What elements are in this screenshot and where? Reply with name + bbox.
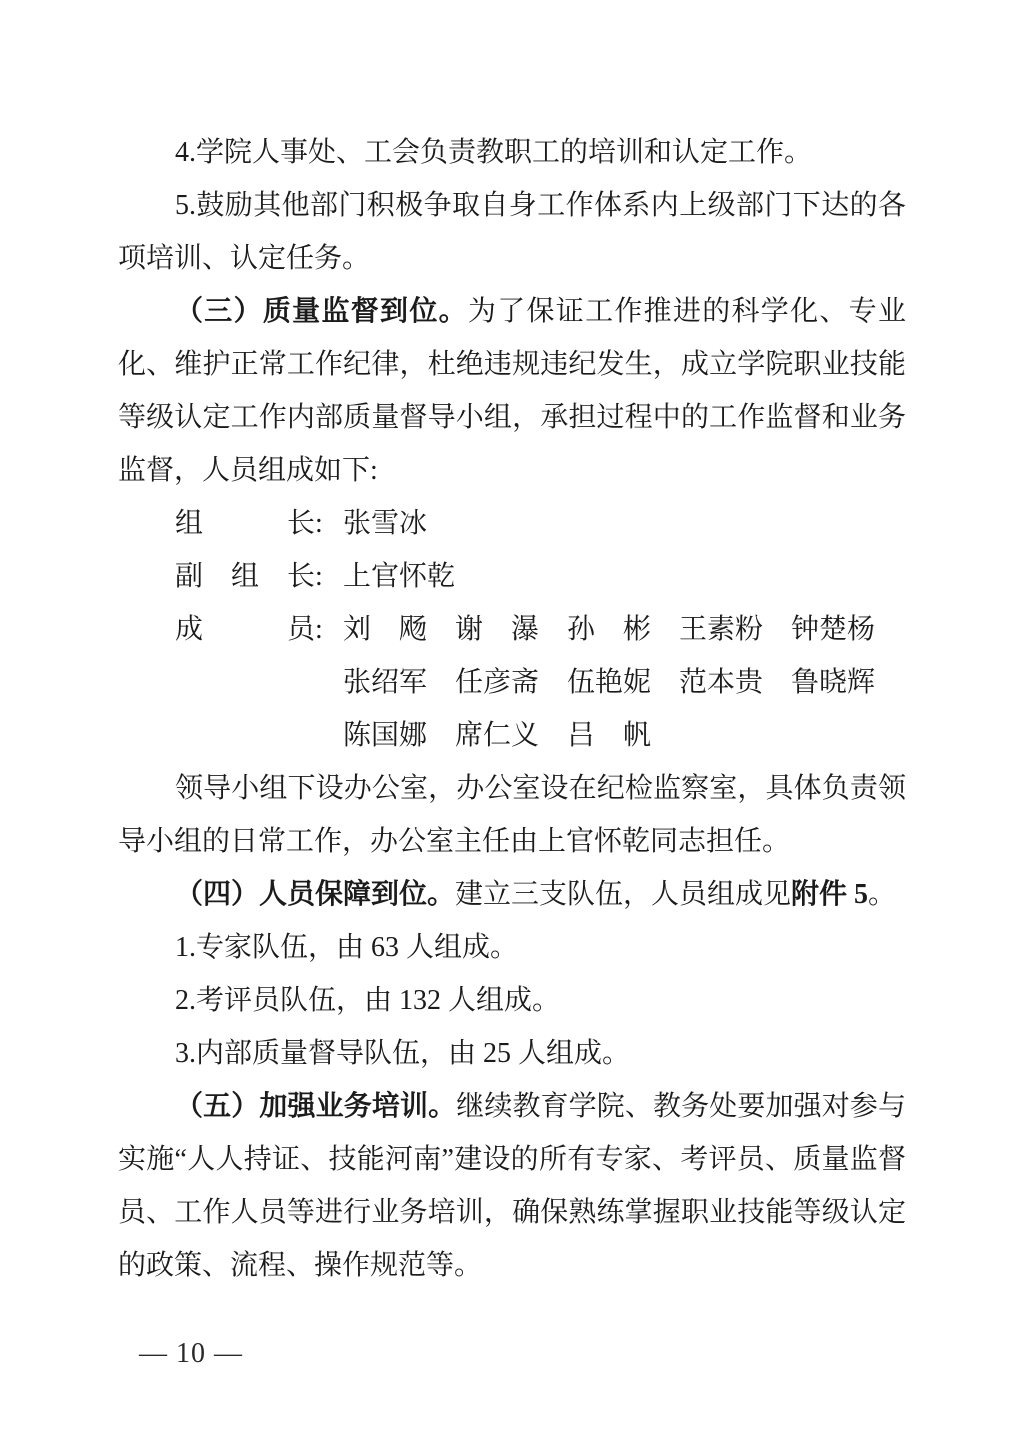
roster-members-line-3: 陈国娜 席仁义 吕 帆 — [343, 720, 652, 751]
roster-row-leader — [118, 497, 906, 550]
section-4-heading: （四）人员保障到位。 — [175, 879, 456, 910]
roster-row-members — [118, 603, 906, 656]
roster-row-deputy — [118, 550, 906, 603]
section-3-heading: （三）质量监督到位。 — [175, 296, 468, 327]
paragraph-section-3 — [118, 285, 906, 497]
roster-deputy-label: 副 组 长: — [175, 561, 323, 592]
section-3-body: 为了保证工作推进的科学化、专业化、维护正常工作纪律，杜绝违规违纪发生，成立学院职业技能等级认定工作内部质量督导小组，承担过程中的工作监督和业务监督，人员组成如下: — [118, 296, 906, 486]
attachment-5-reference: 附件 5 — [791, 879, 869, 910]
roster-leader-name: 张雪冰 — [343, 508, 428, 539]
supervision-roster — [118, 497, 906, 762]
roster-members-line-2: 张绍军 任彦斋 伍艳妮 范本贵 鲁晓辉 — [343, 667, 876, 698]
paragraph-team-1: 1.专家队伍，由 63 人组成。 — [175, 932, 519, 963]
roster-members-label: 成 员: — [175, 614, 323, 645]
section-4-body-end: 。 — [868, 879, 897, 910]
page-footer — [139, 1338, 243, 1370]
paragraph-team-3: 3.内部质量督导队伍，由 25 人组成。 — [175, 1038, 631, 1069]
paragraph-section-4 — [118, 868, 906, 921]
paragraph-team-2: 2.考评员队伍，由 132 人组成。 — [175, 985, 561, 1016]
roster-deputy-name: 上官怀乾 — [343, 561, 456, 592]
document-body — [118, 126, 906, 1292]
paragraph-section-5 — [118, 1080, 906, 1292]
paragraph-item-5: 5.鼓励其他部门积极争取自身工作体系内上级部门下达的各项培训、认定任务。 — [118, 190, 906, 274]
roster-members-line-1: 刘 飏 谢 瀑 孙 彬 王素粉 钟楚杨 — [343, 614, 876, 645]
section-5-heading: （五）加强业务培训。 — [175, 1091, 457, 1122]
roster-leader-label: 组 长: — [175, 508, 323, 539]
section-5-body: 继续教育学院、教务处要加强对参与实施“人人持证、技能河南”建设的所有专家、考评员、质量监督员、工作人员等进行业务培训，确保熟练掌握职业技能等级认定的政策、流程、操作规范等。 — [118, 1091, 906, 1281]
section-4-body: 建立三支队伍，人员组成见 — [455, 879, 792, 910]
paragraph-office-note: 领导小组下设办公室，办公室设在纪检监察室，具体负责领导小组的日常工作，办公室主任由上官怀乾同志担任。 — [118, 773, 906, 857]
paragraph-item-4: 4.学院人事处、工会负责教职工的培训和认定工作。 — [175, 137, 813, 168]
page-number: — 10 — — [139, 1338, 243, 1369]
